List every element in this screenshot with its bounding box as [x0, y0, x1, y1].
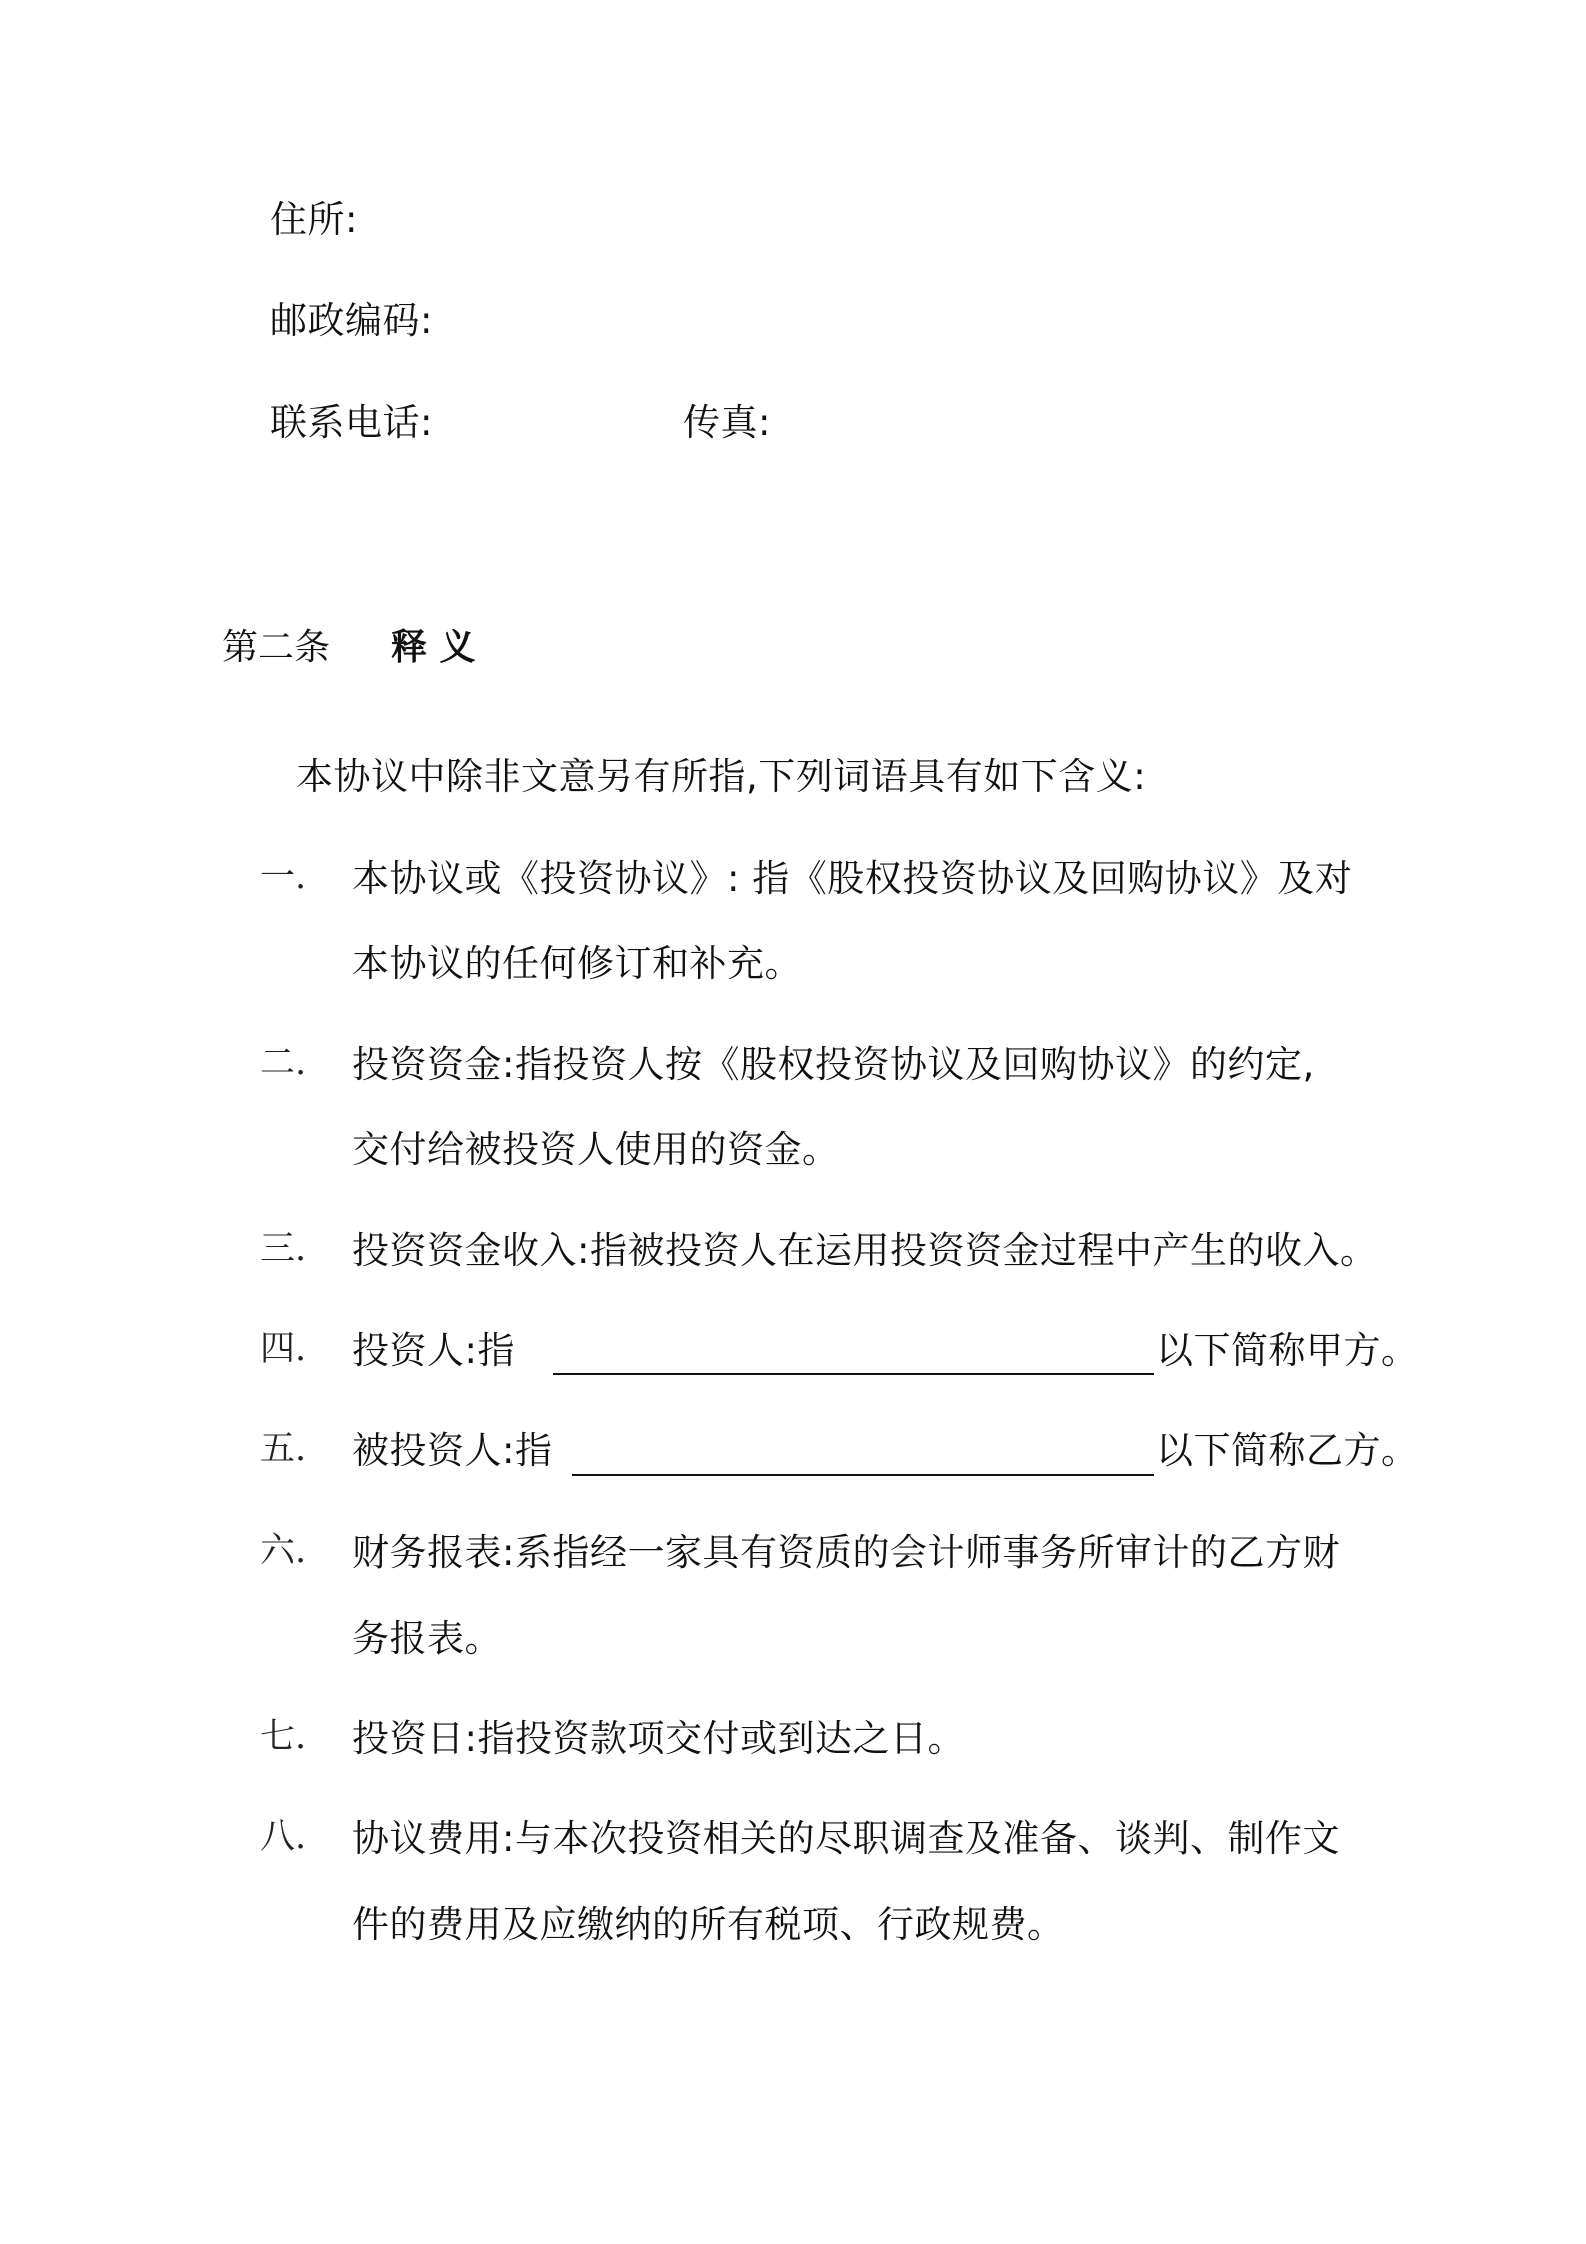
definition-number: 四.	[260, 1329, 307, 1369]
fill-in-blank-line	[553, 1373, 1154, 1375]
address-label: 住所:	[270, 198, 358, 241]
definition-number: 七.	[260, 1717, 307, 1757]
definition-number: 三.	[260, 1229, 307, 1269]
article-number: 第二条	[222, 627, 331, 668]
definition-text-continued: 务报表。	[352, 1617, 502, 1660]
definition-text: 投资人:指	[352, 1329, 515, 1372]
definition-text: 投资资金:指投资人按《股权投资协议及回购协议》的约定,	[352, 1043, 1315, 1086]
definition-text: 投资日:指投资款项交付或到达之日。	[352, 1717, 965, 1760]
definition-number: 六.	[260, 1531, 307, 1571]
definition-number: 八.	[260, 1817, 307, 1857]
definition-text: 被投资人:指	[352, 1429, 553, 1472]
intro-text: 本协议中除非文意另有所指,下列词语具有如下含义:	[296, 755, 1147, 798]
definition-text-continued: 件的费用及应缴纳的所有税项、行政规费。	[352, 1903, 1065, 1946]
definition-number: 一.	[260, 857, 307, 897]
definition-text-continued: 交付给被投资人使用的资金。	[352, 1128, 840, 1171]
definition-text: 协议费用:与本次投资相关的尽职调查及准备、谈判、制作文	[352, 1817, 1340, 1860]
definition-number: 五.	[260, 1429, 307, 1469]
definition-text: 投资资金收入:指被投资人在运用投资资金过程中产生的收入。	[352, 1229, 1378, 1272]
definition-text: 财务报表:系指经一家具有资质的会计师事务所审计的乙方财	[352, 1531, 1340, 1574]
definition-suffix: 以下简称乙方。	[1156, 1429, 1419, 1472]
definition-suffix: 以下简称甲方。	[1156, 1329, 1419, 1372]
fax-label: 传真:	[683, 401, 771, 444]
fill-in-blank-line	[572, 1474, 1154, 1476]
article-title: 释 义	[391, 627, 476, 668]
phone-label: 联系电话:	[270, 401, 433, 444]
definition-text: 本协议或《投资协议》: 指《股权投资协议及回购协议》及对	[352, 857, 1353, 900]
definition-text-continued: 本协议的任何修订和补充。	[352, 942, 802, 985]
definition-number: 二.	[260, 1043, 307, 1083]
postal-code-label: 邮政编码:	[270, 299, 433, 342]
